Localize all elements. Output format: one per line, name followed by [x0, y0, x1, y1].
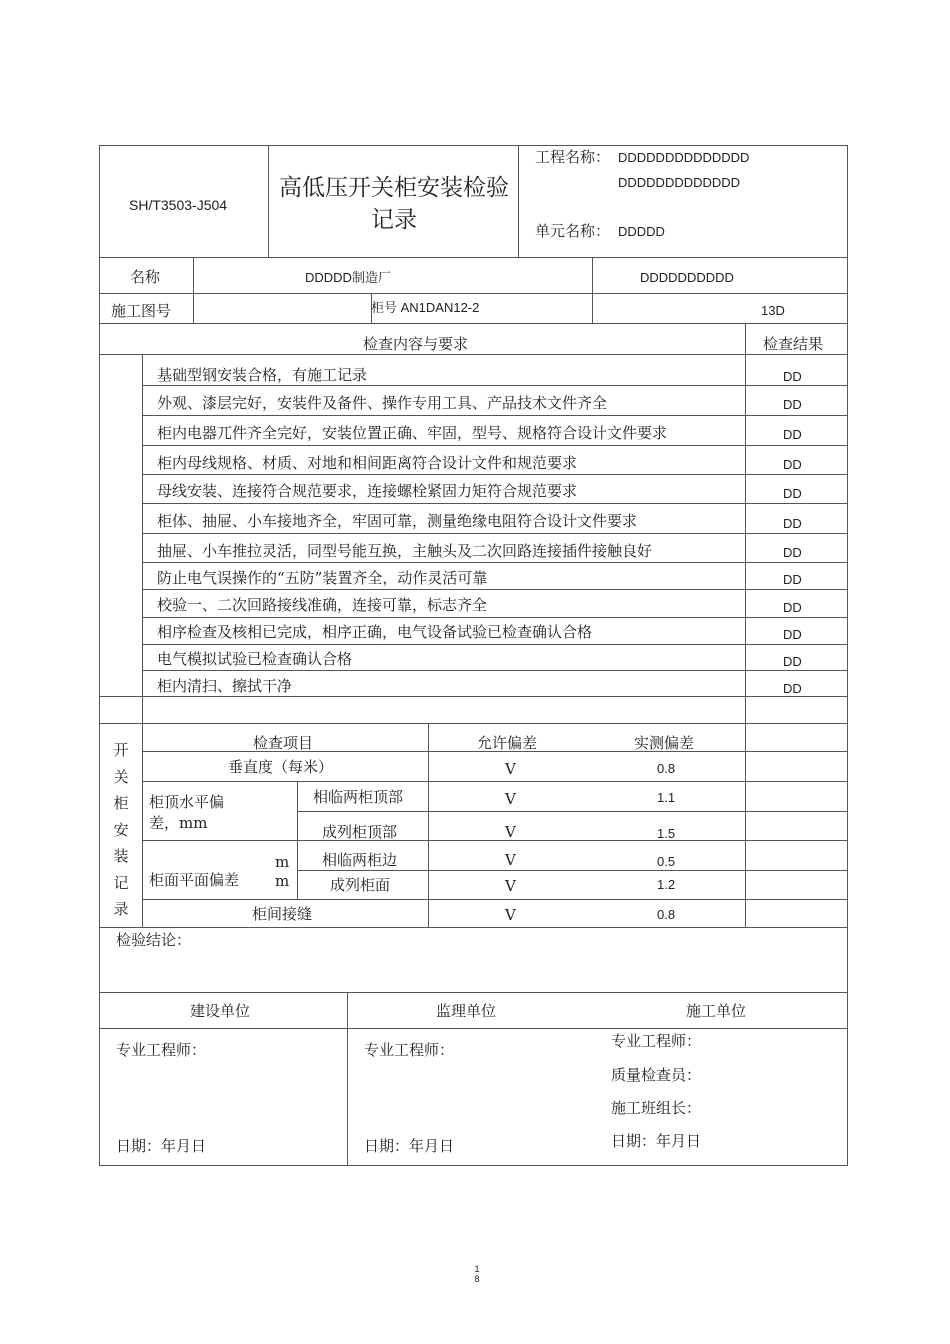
gap-label: 柜间接缝: [252, 905, 313, 923]
adjacent-top-label: 相临两柜顶部: [313, 788, 404, 806]
manufacturer: DDDDD制造厂: [305, 270, 391, 285]
row-divider: [142, 415, 848, 416]
foreman-label: 施工班组长：: [611, 1099, 702, 1117]
divider: [99, 1028, 848, 1029]
divider: [99, 257, 848, 258]
adjacent-edge-label: 相临两柜边: [322, 851, 398, 869]
divider: [297, 870, 848, 871]
face-level-label: 柜面平面偏差: [149, 871, 240, 889]
check-item: 抽屉、小车推拉灵活，同型号能互换，主触头及二次回路连接插件接触良好: [157, 542, 653, 560]
project-label: 工程名称：: [535, 148, 611, 166]
unit-label: 单元名称：: [535, 222, 611, 240]
row-divider: [142, 644, 848, 645]
check-item: 校验一、二次回路接线准确，连接可靠，标志齐全: [157, 596, 488, 614]
install-col-item: 检查项目: [253, 734, 314, 752]
check-item: 防止电气误操作的“五防”装置齐全，动作灵活可靠: [157, 569, 488, 587]
project-value: DDDDDDDDDDDDDD: [618, 150, 750, 165]
row-divider: [142, 503, 848, 504]
sign-col-owner: 建设单位: [190, 1002, 251, 1020]
divider: [142, 899, 848, 900]
row-divider: [142, 445, 848, 446]
page-number: 1: [474, 1264, 480, 1274]
divider: [193, 257, 194, 323]
row-divider: [142, 562, 848, 563]
unit-mm: m: [275, 872, 290, 890]
divider: [99, 992, 848, 993]
row-face-label: 成列柜面: [330, 876, 391, 894]
allow-value: V: [505, 760, 516, 778]
vertical-label: 垂直度（每米）: [228, 758, 334, 776]
divider: [142, 781, 848, 782]
check-result: DD: [783, 369, 802, 384]
row-divider: [142, 617, 848, 618]
divider: [142, 840, 848, 841]
check-item: 相序检查及核相已完成，相序正确，电气设备试验已检查确认合格: [157, 623, 593, 641]
engineer-label: 专业工程师：: [364, 1041, 455, 1059]
allow-value: V: [505, 790, 516, 808]
cabinet-number: 柜号 AN1DAN12-2: [371, 300, 480, 315]
row-divider: [99, 696, 848, 697]
divider: [99, 354, 848, 355]
measured-value: 1.1: [657, 790, 676, 805]
check-result: DD: [783, 486, 802, 501]
check-result: DD: [783, 516, 802, 531]
cabinet-extra: 13D: [761, 303, 785, 318]
results-header: 检查结果: [763, 335, 824, 353]
check-item: 外观、漆层完好，安装件及备件、操作专用工具、产品技术文件齐全: [157, 394, 608, 412]
row-divider: [142, 533, 848, 534]
date-label: 日期：年月日: [611, 1132, 702, 1150]
divider: [745, 323, 746, 723]
page-number: 8: [474, 1274, 480, 1284]
divider: [745, 723, 746, 927]
check-result: DD: [783, 457, 802, 472]
measured-value: 1.5: [657, 826, 676, 841]
measured-value: 0.8: [657, 907, 676, 922]
name-label: 名称: [130, 268, 161, 286]
quality-inspector-label: 质量检查员：: [611, 1066, 702, 1084]
allow-value: V: [505, 851, 516, 869]
divider: [347, 992, 348, 1166]
check-item: 柜内清扫、擦拭干净: [157, 677, 293, 695]
row-divider: [142, 670, 848, 671]
divider: [297, 811, 848, 812]
sign-col-supervisor: 监理单位: [436, 1002, 497, 1020]
divider: [99, 323, 848, 324]
check-item: 母线安装、连接符合规范要求，连接螺栓紧固力矩符合规范要求: [157, 482, 578, 500]
name-extra: DDDDDDDDDD: [640, 270, 734, 285]
install-col-measured: 实测偏差: [634, 734, 695, 752]
row-divider: [142, 589, 848, 590]
row-divider: [142, 385, 848, 386]
check-result: DD: [783, 545, 802, 560]
divider: [99, 927, 848, 928]
divider: [268, 145, 269, 257]
install-col-allow: 允许偏差: [477, 734, 538, 752]
row-divider: [99, 723, 848, 724]
engineer-label: 专业工程师：: [116, 1041, 207, 1059]
top-level-label: 柜顶水平偏差，mm: [149, 793, 225, 832]
check-result: DD: [783, 397, 802, 412]
check-result: DD: [783, 427, 802, 442]
divider: [142, 723, 143, 927]
check-result: DD: [783, 572, 802, 587]
row-top-label: 成列柜顶部: [322, 823, 398, 841]
check-item: 柜体、抽屉、小车接地齐全，牢固可靠，测量绝缘电阻符合设计文件要求: [157, 512, 638, 530]
row-divider: [142, 474, 848, 475]
divider: [99, 293, 848, 294]
measured-value: 0.8: [657, 761, 676, 776]
check-result: DD: [783, 600, 802, 615]
project-value: DDDDDDDDDDDDD: [618, 175, 741, 190]
date-label: 日期：年月日: [364, 1137, 455, 1155]
allow-value: V: [505, 823, 516, 841]
measured-value: 1.2: [657, 877, 676, 892]
drawing-label: 施工图号: [111, 302, 172, 320]
check-result: DD: [783, 627, 802, 642]
engineer-label: 专业工程师：: [611, 1032, 702, 1050]
check-item: 柜内电器兀件齐全完好，安装位置正确、牢固，型号、规格符合设计文件要求: [157, 424, 668, 442]
allow-value: V: [505, 906, 516, 924]
check-result: DD: [783, 654, 802, 669]
divider: [428, 723, 429, 927]
check-result: DD: [783, 681, 802, 696]
install-side-label: 开关柜安装记录: [113, 741, 129, 918]
unit-value: DDDDD: [618, 224, 665, 239]
checks-header: 检查内容与要求: [363, 335, 469, 353]
date-label: 日期：年月日: [116, 1137, 207, 1155]
divider: [518, 145, 519, 257]
form-code: SH/T3503-J504: [129, 197, 228, 213]
sign-col-contractor: 施工单位: [686, 1002, 747, 1020]
divider: [142, 354, 143, 723]
check-item: 基础型钢安装合格，有施工记录: [157, 366, 368, 384]
measured-value: 0.5: [657, 854, 676, 869]
divider: [592, 257, 593, 323]
unit-mm: m: [275, 853, 290, 871]
conclusion-label: 检验结论：: [116, 931, 192, 949]
allow-value: V: [505, 877, 516, 895]
check-item: 柜内母线规格、材质、对地和相间距离符合设计文件和规范要求: [157, 454, 578, 472]
check-item: 电气模拟试验已检查确认合格: [157, 650, 353, 668]
form-title: 高低压开关柜安装检验记录: [279, 175, 509, 233]
